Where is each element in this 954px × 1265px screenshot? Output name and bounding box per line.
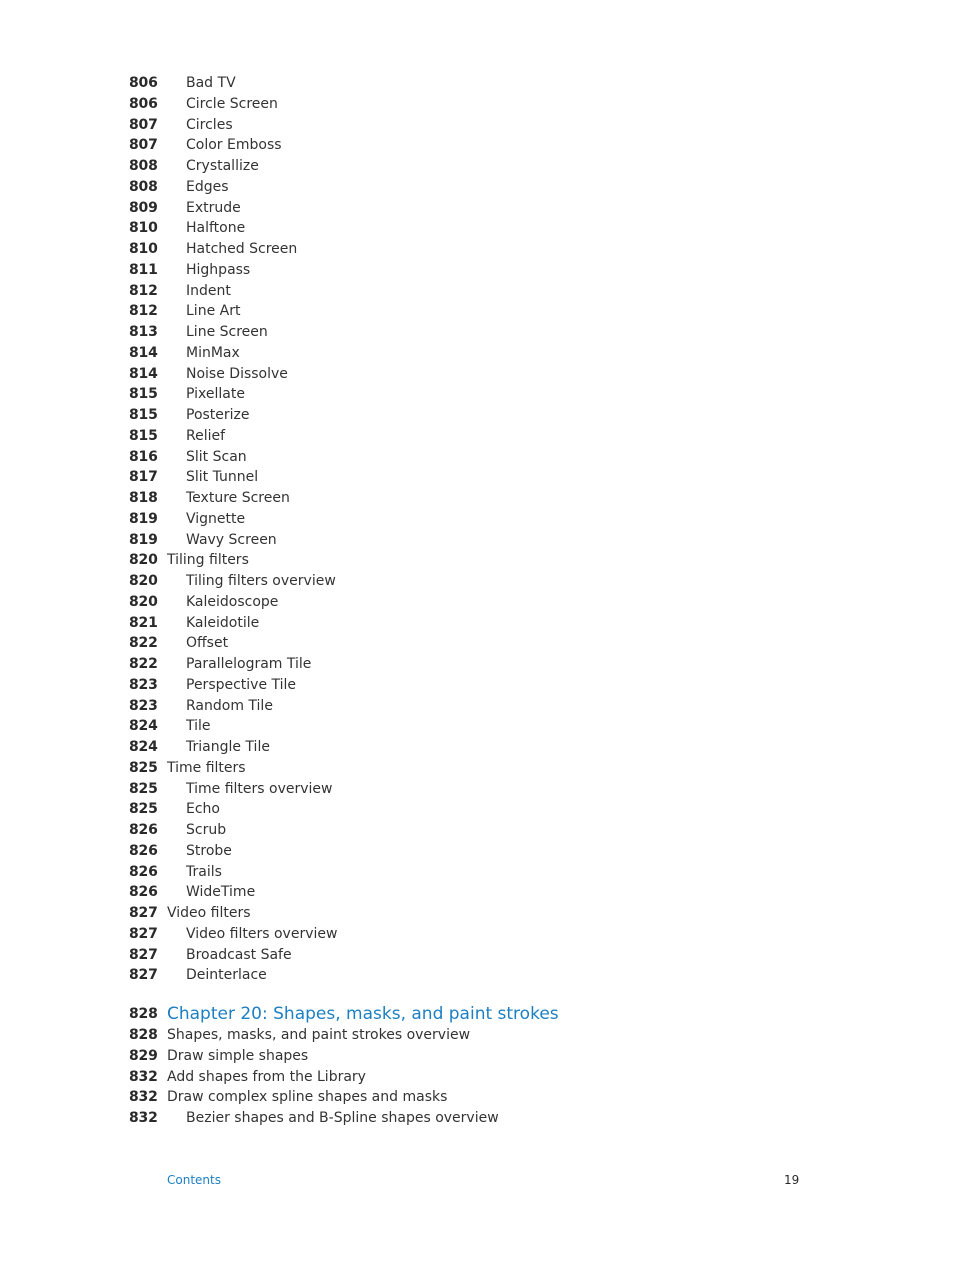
toc-entry[interactable]: [129, 924, 829, 945]
toc-entry-page-number: 807: [129, 137, 158, 154]
toc-entry[interactable]: [129, 903, 829, 924]
toc-entry-page-number: 810: [129, 220, 158, 237]
toc-entry-title[interactable]: Line Art: [186, 303, 241, 320]
toc-entry[interactable]: [129, 799, 829, 820]
toc-entry-page-number: 811: [129, 261, 158, 278]
toc-list-shapes: [129, 1025, 829, 1129]
toc-entry-page-number: 828: [129, 1027, 158, 1043]
toc-entry[interactable]: [129, 218, 829, 239]
toc-entry-page-number: 817: [129, 469, 158, 486]
toc-entry[interactable]: [129, 571, 829, 592]
toc-entry-page-number: 822: [129, 635, 158, 652]
toc-entry-page-number: 816: [129, 448, 158, 465]
toc-entry-title[interactable]: Hatched Screen: [186, 241, 298, 257]
toc-entry-page-number: 823: [129, 676, 158, 693]
toc-entry-page-number: 820: [129, 552, 158, 569]
chapter-page-number: 828: [129, 1006, 158, 1022]
chapter-title[interactable]: Chapter 20: Shapes, masks, and paint strokes: [167, 1004, 559, 1024]
toc-entry-page-number: 826: [129, 842, 158, 859]
toc-entry[interactable]: [129, 675, 829, 696]
toc-entry-title[interactable]: MinMax: [186, 344, 240, 361]
toc-entry-page-number: 815: [129, 407, 158, 423]
toc-entry-title[interactable]: Posterize: [186, 407, 250, 423]
toc-entry-title[interactable]: Video filters: [167, 905, 251, 921]
toc-entry-page-number: 822: [129, 656, 158, 672]
toc-entry-title[interactable]: Wavy Screen: [186, 531, 277, 548]
toc-entry-page-number: 825: [129, 801, 158, 818]
toc-entry-page-number: 808: [129, 158, 158, 174]
toc-entry-title[interactable]: Highpass: [186, 261, 251, 278]
toc-entry-page-number: 813: [129, 324, 158, 340]
toc-entry[interactable]: [129, 509, 829, 530]
toc-entry-page-number: 812: [129, 282, 158, 299]
toc-entry-page-number: 823: [129, 697, 158, 714]
toc-entry-page-number: 819: [129, 531, 158, 548]
toc-entry[interactable]: [129, 613, 829, 634]
toc-entry[interactable]: [129, 654, 829, 675]
toc-entry[interactable]: [129, 198, 829, 219]
toc-entry[interactable]: [129, 1108, 829, 1129]
table-of-contents: [129, 73, 829, 1129]
toc-entry-page-number: 819: [129, 510, 158, 527]
footer-page-number: 19: [784, 1173, 800, 1187]
footer-contents-link[interactable]: Contents: [167, 1173, 221, 1187]
toc-entry-page-number: 826: [129, 884, 158, 901]
toc-entry-page-number: 825: [129, 780, 158, 797]
toc-entry[interactable]: [129, 405, 829, 426]
toc-entry[interactable]: [129, 322, 829, 343]
toc-entry-page-number: 820: [129, 573, 158, 589]
toc-entry-title[interactable]: Bad TV: [186, 75, 236, 91]
chapter-heading[interactable]: [129, 1003, 829, 1025]
toc-entry[interactable]: [129, 260, 829, 281]
toc-entry[interactable]: [129, 364, 829, 385]
toc-entry[interactable]: [129, 1046, 829, 1067]
toc-entry-title[interactable]: Perspective Tile: [186, 676, 297, 693]
toc-entry-title[interactable]: Circles: [186, 116, 233, 133]
toc-entry-title[interactable]: Indent: [186, 282, 231, 299]
toc-entry-page-number: 826: [129, 863, 158, 880]
toc-entry-page-number: 832: [129, 1089, 158, 1106]
toc-entry-page-number: 815: [129, 427, 158, 444]
toc-entry-page-number: 806: [129, 75, 158, 91]
toc-entry-page-number: 808: [129, 178, 158, 195]
toc-entry-title[interactable]: Tiling filters overview: [186, 573, 336, 589]
toc-entry-title[interactable]: Deinterlace: [186, 967, 267, 984]
toc-entry-page-number: 826: [129, 822, 158, 838]
toc-entry-title[interactable]: Pixellate: [186, 386, 245, 403]
toc-entry[interactable]: [129, 862, 829, 883]
toc-entry-page-number: 824: [129, 739, 158, 755]
toc-entry-title[interactable]: Bezier shapes and B-Spline shapes overview: [186, 1110, 499, 1126]
toc-entry-page-number: 832: [129, 1068, 158, 1085]
toc-entry-title[interactable]: Slit Scan: [186, 448, 247, 465]
toc-entry[interactable]: [129, 1067, 829, 1088]
toc-list-filters: [129, 73, 829, 986]
toc-entry[interactable]: [129, 820, 829, 841]
toc-entry-title[interactable]: Crystallize: [186, 158, 259, 174]
toc-entry-page-number: 829: [129, 1047, 158, 1064]
toc-entry-title[interactable]: Slit Tunnel: [186, 469, 259, 486]
toc-entry[interactable]: [129, 945, 829, 966]
toc-entry[interactable]: [129, 94, 829, 115]
toc-entry-page-number: 827: [129, 946, 158, 963]
toc-entry[interactable]: [129, 779, 829, 800]
toc-entry[interactable]: [129, 115, 829, 136]
toc-entry-page-number: 809: [129, 199, 158, 216]
toc-entry-page-number: 827: [129, 925, 158, 942]
toc-entry-title[interactable]: Draw complex spline shapes and masks: [167, 1089, 448, 1106]
toc-entry-title[interactable]: Echo: [186, 801, 220, 818]
toc-entry-page-number: 832: [129, 1110, 158, 1126]
toc-entry[interactable]: [129, 73, 829, 94]
toc-entry[interactable]: [129, 343, 829, 364]
toc-entry[interactable]: [129, 239, 829, 260]
toc-entry[interactable]: [129, 716, 829, 737]
toc-entry[interactable]: [129, 135, 829, 156]
toc-entry-page-number: 821: [129, 614, 158, 631]
toc-entry[interactable]: [129, 447, 829, 468]
toc-entry-title[interactable]: Kaleidotile: [186, 614, 260, 631]
toc-entry[interactable]: [129, 281, 829, 302]
toc-entry-title[interactable]: Time filters: [167, 759, 246, 776]
toc-entry-title[interactable]: Triangle Tile: [186, 739, 270, 755]
toc-entry[interactable]: [129, 426, 829, 447]
toc-entry-page-number: 810: [129, 241, 158, 257]
toc-entry[interactable]: [129, 301, 829, 322]
toc-entry-page-number: 818: [129, 490, 158, 506]
toc-entry[interactable]: [129, 177, 829, 198]
toc-entry-title[interactable]: Video filters overview: [186, 925, 338, 942]
toc-entry-page-number: 807: [129, 116, 158, 133]
toc-entry-page-number: 812: [129, 303, 158, 320]
toc-entry-page-number: 814: [129, 365, 158, 382]
toc-entry-title[interactable]: Edges: [186, 178, 229, 195]
toc-entry-title[interactable]: Parallelogram Tile: [186, 656, 312, 672]
toc-entry-title[interactable]: Tiling filters: [167, 552, 249, 569]
toc-entry-title[interactable]: Trails: [186, 863, 222, 880]
toc-entry-page-number: 814: [129, 344, 158, 361]
toc-entry-title[interactable]: Tile: [186, 718, 211, 735]
toc-entry-title[interactable]: Circle Screen: [186, 95, 278, 112]
toc-entry-title[interactable]: Random Tile: [186, 697, 273, 714]
toc-entry[interactable]: [129, 965, 829, 986]
toc-entry-title[interactable]: Line Screen: [186, 324, 268, 340]
toc-entry[interactable]: [129, 882, 829, 903]
toc-entry-page-number: 806: [129, 95, 158, 112]
toc-entry[interactable]: [129, 737, 829, 758]
toc-entry-title[interactable]: Color Emboss: [186, 137, 282, 154]
toc-entry-title[interactable]: Shapes, masks, and paint strokes overview: [167, 1027, 471, 1043]
toc-entry[interactable]: [129, 1025, 829, 1046]
toc-entry-title[interactable]: Time filters overview: [186, 780, 333, 797]
toc-entry-title[interactable]: Draw simple shapes: [167, 1047, 309, 1064]
toc-entry-title[interactable]: Halftone: [186, 220, 246, 237]
toc-entry[interactable]: [129, 467, 829, 488]
toc-entry-page-number: 824: [129, 718, 158, 735]
toc-entry-title[interactable]: Add shapes from the Library: [167, 1068, 366, 1085]
toc-entry-title[interactable]: Broadcast Safe: [186, 946, 292, 963]
toc-entry-title[interactable]: Noise Dissolve: [186, 365, 288, 382]
toc-entry-title[interactable]: Texture Screen: [186, 490, 290, 506]
toc-entry-title[interactable]: Offset: [186, 635, 229, 652]
toc-entry-title[interactable]: Relief: [186, 427, 226, 444]
toc-entry-title[interactable]: Strobe: [186, 842, 232, 859]
toc-entry-page-number: 827: [129, 905, 158, 921]
chapter-spacer: [129, 986, 829, 1003]
toc-entry[interactable]: [129, 550, 829, 571]
toc-entry-page-number: 815: [129, 386, 158, 403]
toc-entry[interactable]: [129, 841, 829, 862]
toc-entry[interactable]: [129, 530, 829, 551]
toc-entry-title[interactable]: Scrub: [186, 822, 227, 838]
toc-entry-page-number: 827: [129, 967, 158, 984]
toc-entry[interactable]: [129, 633, 829, 654]
toc-entry[interactable]: [129, 592, 829, 613]
toc-entry[interactable]: [129, 156, 829, 177]
toc-entry-title[interactable]: WideTime: [186, 884, 256, 901]
toc-entry[interactable]: [129, 696, 829, 717]
toc-entry[interactable]: [129, 384, 829, 405]
toc-entry-page-number: 820: [129, 593, 158, 610]
toc-entry[interactable]: [129, 488, 829, 509]
toc-entry-title[interactable]: Kaleidoscope: [186, 593, 279, 610]
toc-entry-page-number: 825: [129, 759, 158, 776]
toc-entry-title[interactable]: Extrude: [186, 199, 241, 216]
toc-entry[interactable]: [129, 758, 829, 779]
toc-entry[interactable]: [129, 1087, 829, 1108]
toc-entry-title[interactable]: Vignette: [186, 510, 246, 527]
